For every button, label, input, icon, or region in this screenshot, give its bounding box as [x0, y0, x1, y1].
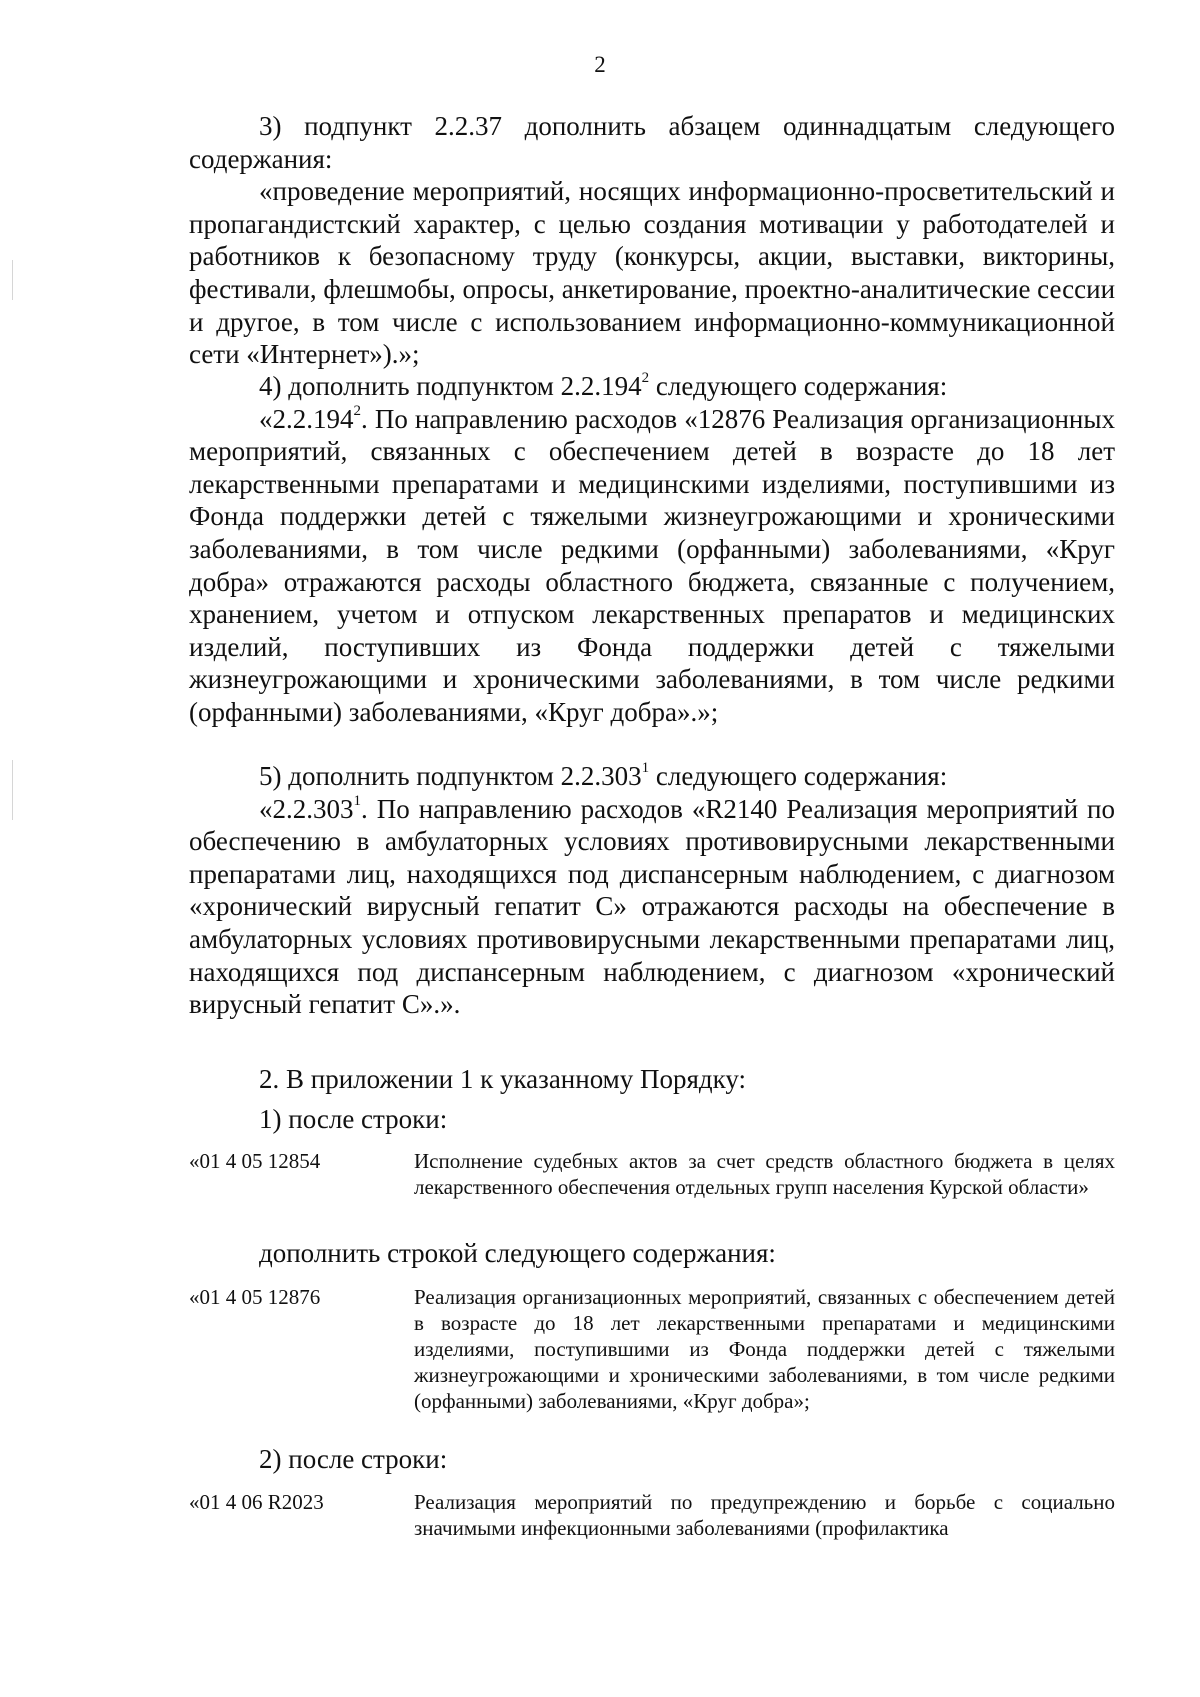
- row-description: Реализация организационных мероприятий, связанных с обеспечением детей в возрасте до 18 лет лекарственными препаратами и медицинскими изделиями, поступившими из Фонда поддержки детей с тяжелыми жизнеугрожающими и хроническими заболеваниями, в том числе редкими (орфанными) заболеваниями, «Круг добра»;: [414, 1285, 1115, 1413]
- row-code: «01 4 05 12876: [189, 1285, 321, 1309]
- item-4-quote: «2.2.194$^2$. По направлению расходов «12876 Реализация организационных мероприятий, связанных с обеспечением детей в возрасте до 18 лет лекарственными препаратами и медицинскими изделиями, поступившими из Фонда поддержки детей с тяжелыми жизнеугрожающими и хроническими заболеваниями, в том числе редкими (орфанными) заболеваниями, «Круг добра» отражаются расходы областного бюджета, связанные с получением, хранением, учетом и отпуском лекарственных препаратов и медицинских изделий, поступивших из Фонда поддержки детей с тяжелыми жизнеугрожающими и хроническими заболеваниями, в том числе редкими (орфанными) заболеваниями, «Круг добра».»;: [189, 402, 1115, 727]
- row-description: Исполнение судебных актов за счет средств областного бюджета в целях лекарственного обеспечения отдельных групп населения Курской области»: [414, 1149, 1115, 1199]
- item-5-quote: «2.2.303$^1$. По направлению расходов «R2140 Реализация мероприятий по обеспечению в амбулаторных условиях противовирусными лекарственными препаратами лиц, находящихся под диспансерным наблюдением, с диагнозом «хронический вирусный гепатит С» отражаются расходы на обеспечение в амбулаторных условиях противовирусными лекарственными препаратами лиц, находящихся под диспансерным наблюдением, с диагнозом «хронический вирусный гепатит С».».: [189, 792, 1115, 1020]
- after-line-2: 2) после строки:: [259, 1444, 448, 1474]
- amendment-item-4: [189, 370, 1115, 729]
- scan-margin-mark: [12, 760, 13, 820]
- appendix-heading: 2. В приложении 1 к указанному Порядку:: [259, 1064, 747, 1094]
- row-description: Реализация мероприятий по предупреждению и борьбе с социально значимыми инфекционными заболеваниями (профилактика: [414, 1490, 1115, 1540]
- item-3-heading: 3) подпункт 2.2.37 дополнить абзацем одиннадцатым следующего содержания:: [189, 111, 1115, 174]
- item-4-heading: 4) дополнить подпунктом 2.2.194$^2$ следующего содержания:: [259, 370, 948, 401]
- amendment-item-3: [189, 110, 1115, 371]
- amendment-item-5: [189, 760, 1115, 1021]
- add-row-instruction: дополнить строкой следующего содержания:: [259, 1238, 776, 1268]
- row-code: «01 4 05 12854: [189, 1149, 321, 1173]
- scan-margin-mark: [12, 260, 13, 300]
- page-number: 2: [594, 52, 606, 77]
- after-line-1: 1) после строки:: [259, 1104, 448, 1134]
- item-5-heading: 5) дополнить подпунктом 2.2.303$^1$ следующего содержания:: [259, 760, 948, 791]
- item-3-quote: «проведение мероприятий, носящих информационно-просветительский и пропагандистский характер, с целью создания мотивации у работодателей и работников к безопасному труду (конкурсы, акции, выставки, викторины, фестивали, флешмобы, опросы, анкетирование, проектно-аналитические сессии и другое, в том числе с использованием информационно-коммуникационной сети «Интернет»).»;: [189, 176, 1116, 370]
- row-code: «01 4 06 R2023: [189, 1490, 324, 1514]
